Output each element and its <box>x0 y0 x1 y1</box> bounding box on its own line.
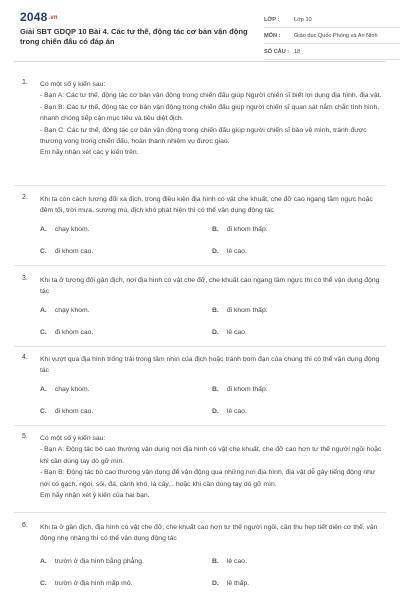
meta-table <box>264 12 400 60</box>
question-line: - Bạn B: Động tác bò cao thường vận dụng để vận động qua những nơi địa hình, địa vật dễ gây tiếng động như nơi có gạch, ngói, sỏi, đá, cành khô, lá cây,.. hoặc khi cần dùng tay dò gỡ mìn. <box>40 469 376 488</box>
question-3 <box>14 275 386 347</box>
meta-row-subject <box>264 28 400 44</box>
option-a[interactable] <box>40 305 210 317</box>
meta-value: Lớp 10 <box>294 16 312 23</box>
option-text: chạy khom. <box>54 307 90 314</box>
question-line: Khi ta ở gần địch, địa hình có vật che đỡ, che khuất cao hơn tư thế người ngồi, cần thu hẹp tiết diện cơ thể, vận động nhẹ nhàng thì có thể vận dụng động tác <box>40 524 378 543</box>
meta-key: LỚP : <box>264 16 280 23</box>
question-text <box>40 354 382 377</box>
site-logo[interactable] <box>20 10 58 24</box>
meta-key: SỐ CÂU : <box>264 48 290 55</box>
option-text: chạy khom. <box>54 386 90 393</box>
option-text: đi khom thấp. <box>226 386 268 393</box>
option-c[interactable] <box>40 327 210 339</box>
option-d[interactable] <box>212 246 382 258</box>
option-text: đi khom cao. <box>54 248 94 255</box>
option-letter: A. <box>40 558 47 565</box>
question-line: Khi ta ở tương đối gần địch, nơi địa hình có vật che đỡ, che khuất cao ngang tầm ngực thì có thể vận dụng động tác <box>40 277 380 296</box>
option-letter: D. <box>212 408 219 415</box>
meta-value: 18 <box>294 48 301 55</box>
meta-key: MÔN : <box>264 32 281 39</box>
question-text <box>40 79 382 159</box>
question-number: 1. <box>22 79 28 86</box>
option-a[interactable] <box>40 556 210 568</box>
option-text: trườn ở địa hình bằng phẳng. <box>54 558 144 565</box>
option-text: đi khom cao. <box>54 329 94 336</box>
question-line: Khi vượt qua địa hình trống trải trong tầm nhìn của địch hoặc tránh bom đạn của chúng thì có thể vận dụng động tác <box>40 356 380 375</box>
option-c[interactable] <box>40 246 210 258</box>
option-letter: A. <box>40 307 47 314</box>
option-d[interactable] <box>212 406 382 418</box>
question-line: - Bạn B: Các tư thế, động tác cơ bản vận động trong chiến đấu giúp người chiến sĩ quan sát nắm chắc tình hình, nhanh chóng tiếp cận mục tiêu và tiêu diệt địch. <box>40 103 380 123</box>
question-line: Có một số ý kiến sau: <box>40 435 106 442</box>
option-a[interactable] <box>40 384 210 396</box>
option-letter: D. <box>212 248 219 255</box>
meta-value: Giáo dục Quốc Phòng và An Ninh <box>294 32 378 39</box>
document-header <box>14 0 386 62</box>
option-letter: A. <box>40 226 47 233</box>
question-text <box>40 275 382 298</box>
option-letter: D. <box>212 329 219 336</box>
option-letter: C. <box>40 580 47 587</box>
option-letter: B. <box>212 558 219 565</box>
question-text <box>40 194 382 217</box>
meta-row-count <box>264 44 400 60</box>
question-6 <box>14 522 386 600</box>
option-text: lê thấp. <box>226 580 250 587</box>
question-line: - Bạn C: Các tư thế, động tác cơ bản vận động trong chiến đấu giúp người chiến sĩ bảo vệ mình, tránh được thương vong trong chiến đấu, hoàn thành nhiệm vụ được giao. <box>40 126 367 146</box>
question-number: 6. <box>22 522 28 529</box>
question-line: Em hãy nhận xét các ý kiến trên. <box>40 149 139 157</box>
question-line: Em hãy nhận xét ý kiến của hai bạn. <box>40 492 150 500</box>
question-5 <box>14 433 386 513</box>
question-number: 3. <box>22 275 28 282</box>
option-b[interactable] <box>212 384 382 396</box>
question-line: Khi ta còn cách tương đối xa địch, trong điều kiện địa hình có vật che khuất, che đỡ cao ngang tầm ngực hoặc đêm tối, trời mưa, sương mù, địch khó phát hiện thì có thể vận dụng động tác <box>40 196 373 215</box>
question-4 <box>14 354 386 426</box>
question-1 <box>14 79 386 186</box>
option-letter: C. <box>40 329 47 336</box>
question-number: 2. <box>22 194 28 201</box>
option-b[interactable] <box>212 224 382 236</box>
question-line: - Bạn A: Các tư thế, động tác cơ bản vận động trong chiến đấu giúp Người chiến sĩ biết lợi dụng địa hình, địa vật. <box>40 92 382 100</box>
option-text: lê cao. <box>226 329 247 336</box>
option-text: đi khom cao. <box>54 408 94 415</box>
document-title: Giải SBT GDQP 10 Bài 4. Các tư thế, động tác cơ bản vận động trong chiến đấu có đáp án <box>20 27 248 46</box>
option-text: đi khom thấp. <box>226 307 268 314</box>
option-letter: B. <box>212 307 219 314</box>
option-letter: A. <box>40 386 47 393</box>
question-2 <box>14 194 386 266</box>
option-b[interactable] <box>212 556 382 568</box>
option-letter: B. <box>212 226 219 233</box>
option-text: trườn ở địa hình mấp mô. <box>54 580 133 587</box>
option-d[interactable] <box>212 578 382 590</box>
question-number: 5. <box>22 433 28 440</box>
question-line: Có một số ý kiến sau: <box>40 81 106 88</box>
option-text: lê cao. <box>226 248 247 255</box>
logo-text: 2048 <box>20 10 48 24</box>
option-c[interactable] <box>40 406 210 418</box>
option-text: chạy khom. <box>54 226 90 233</box>
question-text <box>40 433 382 501</box>
option-c[interactable] <box>40 578 210 590</box>
question-text <box>40 522 382 545</box>
option-letter: D. <box>212 580 219 587</box>
option-text: lê cao. <box>226 408 247 415</box>
option-text: lê cao. <box>226 558 247 565</box>
meta-row-class <box>264 12 400 28</box>
option-d[interactable] <box>212 327 382 339</box>
option-b[interactable] <box>212 305 382 317</box>
option-letter: C. <box>40 408 47 415</box>
option-a[interactable] <box>40 224 210 236</box>
logo-suffix: .vn <box>48 15 58 21</box>
option-text: đi khom thấp. <box>226 226 268 233</box>
option-letter: B. <box>212 386 219 393</box>
question-number: 4. <box>22 354 28 361</box>
question-line: - Bạn A: Động tác bò cao thường vận dụng nơi địa hình có vật che khuất, che đỡ cao hơn tư thế người ngồi hoặc khi cần dùng tay dò gỡ mìn. <box>40 446 382 465</box>
option-letter: C. <box>40 248 47 255</box>
